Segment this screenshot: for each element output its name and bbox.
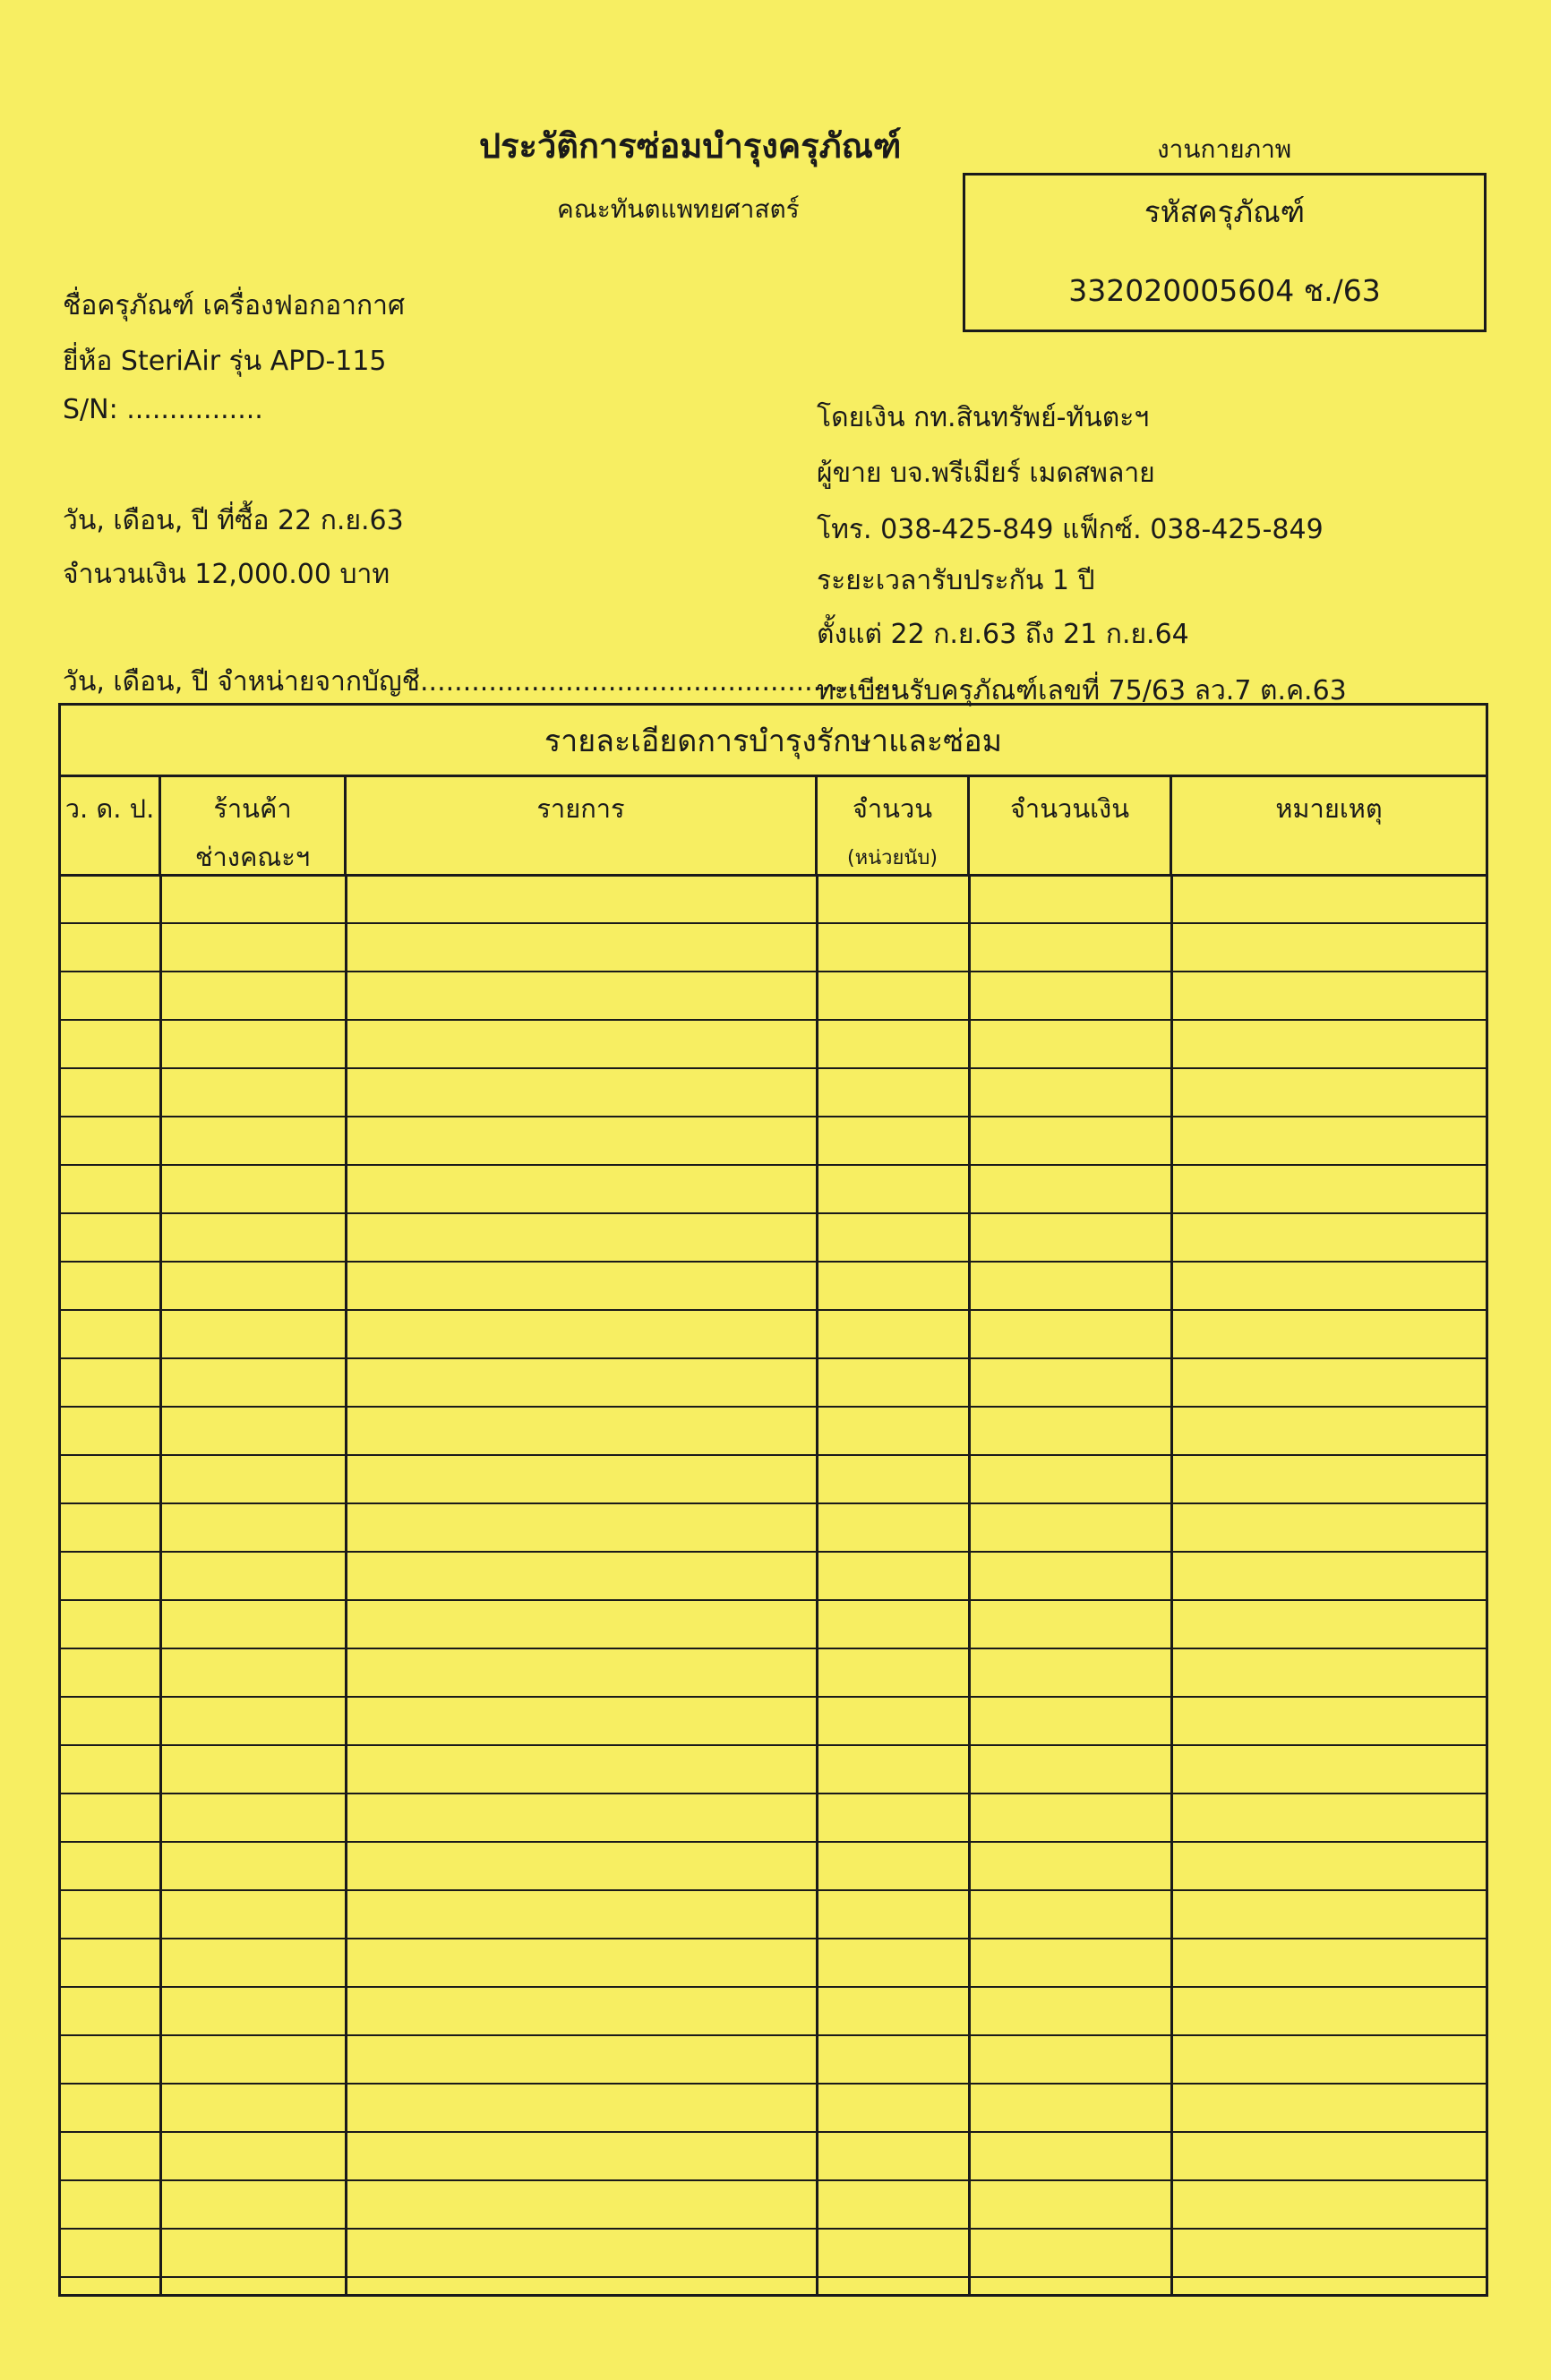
- seller-phone: โทร. 038-425-849 แฟ็กซ์. 038-425-849: [817, 514, 1324, 545]
- asset-name: ชื่อครุภัณฑ์ เครื่องฟอกอากาศ: [63, 290, 406, 321]
- ledger-row-line: [61, 1309, 1486, 1311]
- ledger-row-line: [61, 2228, 1486, 2230]
- header-divider: [61, 874, 1486, 877]
- purchase-amount: จำนวนเงิน 12,000.00 บาท: [63, 559, 390, 590]
- registration-number: ทะเบียนรับครุภัณฑ์เลขที่ 75/63 ลว.7 ต.ค.63: [817, 675, 1347, 706]
- ledger-row-line: [61, 2179, 1486, 2181]
- ledger-row-line: [61, 1261, 1486, 1263]
- col-remark-label: หมายเหตุ: [1275, 793, 1383, 824]
- ledger-row-line: [61, 2276, 1486, 2278]
- col-item-header: [347, 777, 818, 874]
- col-qty-unit-label: (หน่วยนับ): [847, 847, 938, 869]
- col-divider: [159, 874, 162, 2294]
- ledger-row-line: [61, 1793, 1486, 1794]
- ledger-row-line: [61, 922, 1486, 924]
- col-divider: [816, 874, 818, 2294]
- warranty-period: ตั้งแต่ 22 ก.ย.63 ถึง 21 ก.ย.64: [817, 619, 1189, 650]
- ledger-row-line: [61, 1551, 1486, 1553]
- col-divider: [968, 874, 971, 2294]
- department-name: งานกายภาพ: [1157, 134, 1292, 164]
- ledger-row-line: [61, 1357, 1486, 1359]
- col-remark-header: [1172, 777, 1486, 874]
- ledger-row-line: [61, 1067, 1486, 1069]
- ledger-row-line: [61, 1648, 1486, 1649]
- col-technician-label: ช่างคณะฯ: [194, 842, 311, 872]
- seller: ผู้ขาย บจ.พรีเมียร์ เมดสพลาย: [817, 458, 1155, 489]
- maintenance-ledger: [58, 703, 1488, 2297]
- disposal-date: วัน, เดือน, ปี จำหน่ายจากบัญชี........................................................: [63, 666, 899, 698]
- asset-code-box: [963, 173, 1487, 332]
- ledger-row-line: [61, 1599, 1486, 1601]
- ledger-row-line: [61, 1744, 1486, 1746]
- asset-serial: S/N: ................: [63, 394, 263, 425]
- ledger-row-line: [61, 1889, 1486, 1891]
- ledger-row-line: [61, 1938, 1486, 1939]
- form-title: ประวัติการซ่อมบำรุงครุภัณฑ์: [479, 126, 902, 166]
- ledger-row-line: [61, 1841, 1486, 1843]
- col-amount-header: [970, 777, 1172, 874]
- col-divider: [1170, 874, 1173, 2294]
- col-date-header: [61, 777, 161, 874]
- ledger-row-line: [61, 1406, 1486, 1408]
- ledger-row-line: [61, 1164, 1486, 1166]
- col-shop-label: ร้านค้า: [213, 793, 292, 824]
- ledger-row-line: [61, 971, 1486, 972]
- ledger-title: รายละเอียดการบำรุงรักษาและซ่อม: [61, 706, 1486, 777]
- col-divider: [345, 874, 347, 2294]
- asset-code-value: 332020005604 ช./63: [1068, 273, 1381, 308]
- col-shop-header: [161, 777, 347, 874]
- ledger-row-line: [61, 1502, 1486, 1504]
- ledger-row-line: [61, 2131, 1486, 2133]
- ledger-row-line: [61, 1212, 1486, 1214]
- ledger-row-line: [61, 2034, 1486, 2036]
- asset-brand-model: ยี่ห้อ SteriAir รุ่น APD-115: [63, 346, 387, 377]
- ledger-row-line: [61, 1116, 1486, 1117]
- funding-source: โดยเงิน กท.สินทรัพย์-ทันตะฯ: [817, 402, 1150, 433]
- col-item-label: รายการ: [536, 793, 625, 824]
- asset-code-label: รหัสครุภัณฑ์: [1144, 194, 1306, 229]
- purchase-date: วัน, เดือน, ปี ที่ซื้อ 22 ก.ย.63: [63, 505, 404, 536]
- col-date-label: ว. ด. ป.: [64, 793, 155, 824]
- ledger-row-line: [61, 2083, 1486, 2085]
- ledger-row-line: [61, 1696, 1486, 1698]
- col-amount-label: จำนวนเงิน: [1009, 793, 1130, 824]
- col-qty-header: [818, 777, 970, 874]
- ledger-row-line: [61, 1454, 1486, 1456]
- col-qty-label: จำนวน: [852, 793, 933, 824]
- faculty-name: คณะทันตแพทยศาสตร์: [557, 194, 800, 224]
- ledger-row-line: [61, 1019, 1486, 1021]
- warranty-duration: ระยะเวลารับประกัน 1 ปี: [817, 565, 1095, 596]
- ledger-row-line: [61, 1986, 1486, 1988]
